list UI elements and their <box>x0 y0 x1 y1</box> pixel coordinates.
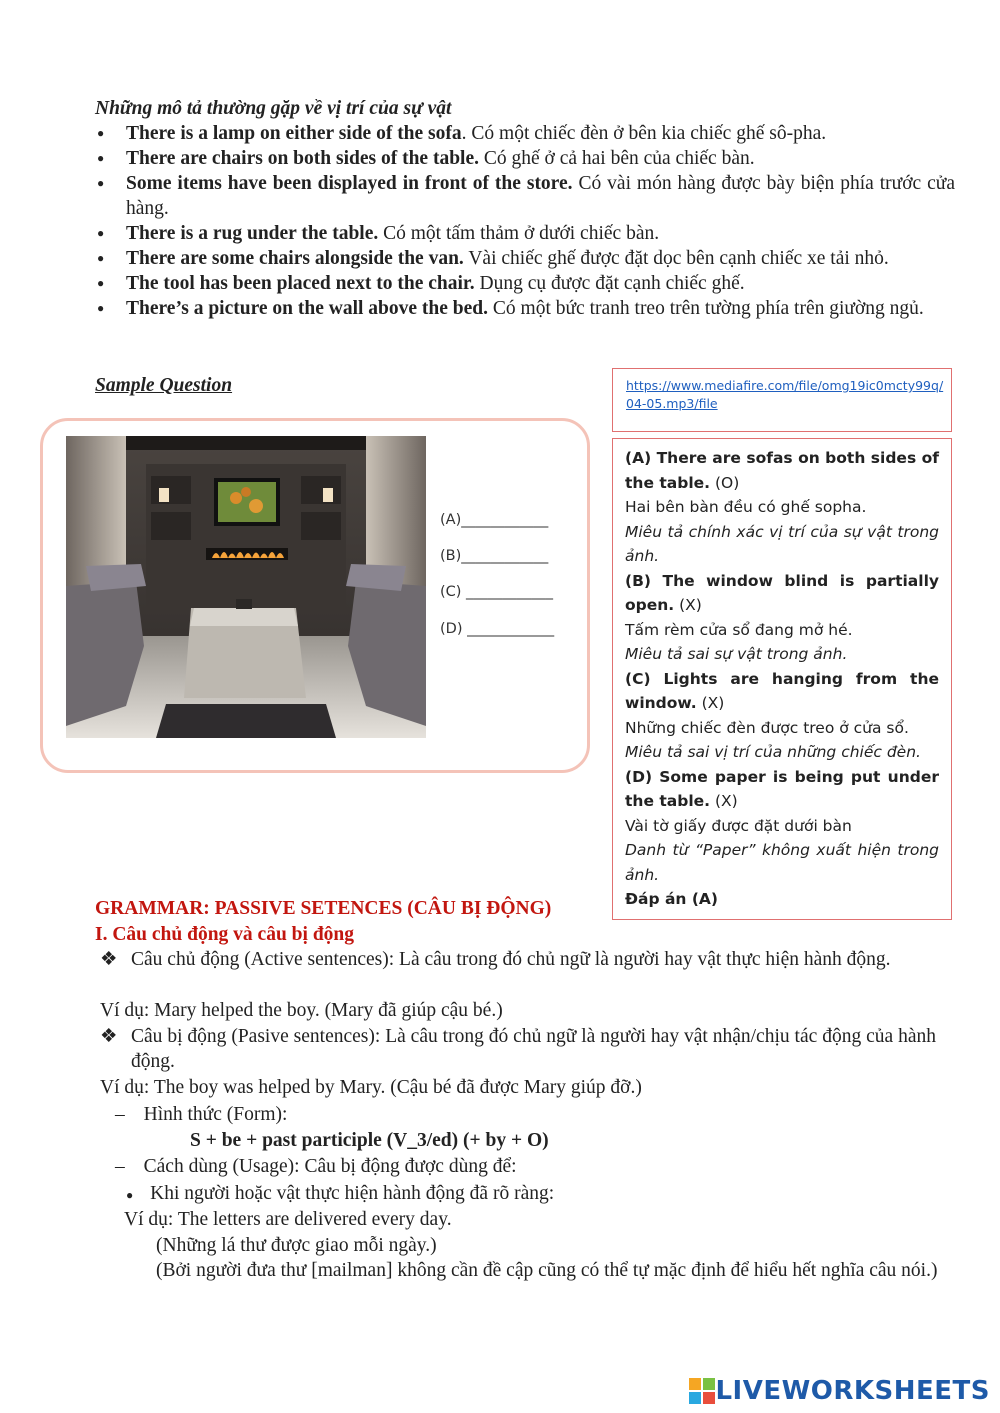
answer-a-title: (A) There are sofas on both sides of the table. <box>625 449 939 492</box>
english-phrase: There are some chairs alongside the van. <box>126 248 464 269</box>
vietnamese-translation: Có ghế ở cả hai bên của chiếc bàn. <box>478 148 755 169</box>
list-item <box>95 271 955 296</box>
option-b-blank[interactable]: (B)____________ <box>440 548 549 564</box>
usage-example-note: (Bởi người đưa thư [mailman] không cần đề cập cũng có thể tự mặc định để hiểu hết nghĩa câu nói.) <box>156 1260 938 1281</box>
living-room-photo <box>66 436 426 738</box>
dash-bullet: – <box>115 1104 125 1125</box>
logo-text: LIVEWORKSHEETS <box>715 1376 990 1406</box>
intro-heading: Những mô tả thường gặp về vị trí của sự vật <box>95 98 452 119</box>
dash-bullet: – <box>115 1156 125 1177</box>
list-item <box>95 146 955 171</box>
audio-link-box <box>612 368 952 432</box>
passive-formula: S + be + past participle (V_3/ed) (+ by + O) <box>190 1130 549 1151</box>
vietnamese-translation: Vài chiếc ghế được đặt dọc bên cạnh chiếc xe tải nhỏ. <box>463 248 889 269</box>
position-descriptions-list <box>95 121 955 321</box>
grammar-title: GRAMMAR: PASSIVE SETENCES (CÂU BỊ ĐỘNG) <box>95 898 552 919</box>
answer-d-title: (D) Some paper is being put under the table. <box>625 767 939 810</box>
answer-b-title: (B) The window blind is partially open. <box>625 571 939 614</box>
logo-mark-icon <box>689 1378 715 1404</box>
answer-c-mark: (X) <box>696 694 725 712</box>
passive-definition: ❖ Câu bị động (Pasive sentences): Là câu trong đó chủ ngữ là người hay vật nhận/chịu tác động của hành động. <box>100 1026 936 1072</box>
option-c-blank[interactable]: (C) ____________ <box>440 584 554 600</box>
answer-b-mark: (X) <box>674 596 702 614</box>
vietnamese-translation: . Có một chiếc đèn ở bên kia chiếc ghế sô-pha. <box>461 123 827 144</box>
passive-example: Ví dụ: The boy was helped by Mary. (Cậu bé đã được Mary giúp đỡ.) <box>100 1077 642 1098</box>
usage-text: Khi người hoặc vật thực hiện hành động đã rõ ràng: <box>150 1183 555 1204</box>
answer-a-mark: (O) <box>710 473 740 492</box>
answer-d-mark: (X) <box>710 792 738 810</box>
english-phrase: The tool has been placed next to the chair. <box>126 273 475 294</box>
list-item <box>95 221 955 246</box>
bullet-dot: ● <box>126 1188 134 1202</box>
vietnamese-translation: Dụng cụ được đặt cạnh chiếc ghế. <box>474 273 745 294</box>
option-d-blank[interactable]: (D) ____________ <box>440 621 555 637</box>
english-phrase: Some items have been displayed in front of the store. <box>126 173 573 194</box>
answer-d-vi: Vài tờ giấy được đặt dưới bàn <box>625 816 852 835</box>
answer-explanation-box <box>612 438 952 920</box>
sample-question-label: Sample Question <box>95 375 233 396</box>
answer-b <box>625 569 939 618</box>
english-phrase: There is a lamp on either side of the sofa <box>126 123 462 144</box>
active-example: Ví dụ: Mary helped the boy. (Mary đã giúp cậu bé.) <box>100 1000 503 1021</box>
answer-a-vi: Hai bên bàn đều có ghế sopha. <box>625 498 867 516</box>
english-phrase: There’s a picture on the wall above the bed. <box>126 298 489 319</box>
answer-c-title: (C) Lights are hanging from the window. <box>625 669 939 712</box>
english-phrase: There are chairs on both sides of the table. <box>126 148 479 169</box>
form-item <box>115 1102 287 1127</box>
answer-a-note: Miêu tả chính xác vị trí của sự vật trong ảnh. <box>625 522 939 565</box>
vietnamese-translation: Có vài món hàng được bày biện phía trước cửa hàng. <box>126 173 955 219</box>
liveworksheets-logo <box>689 1376 990 1406</box>
option-a-blank[interactable]: (A)____________ <box>440 512 549 528</box>
list-item <box>95 296 955 321</box>
answer-d-note: Danh từ “Paper” không xuất hiện trong ảnh. <box>625 841 939 884</box>
answer-b-vi: Tấm rèm cửa sổ đang mở hé. <box>625 620 853 639</box>
answer-b-note: Miêu tả sai sự vật trong ảnh. <box>625 645 848 663</box>
answer-c <box>625 667 939 716</box>
list-item <box>95 171 955 221</box>
answer-c-vi: Những chiếc đèn được treo ở cửa sổ. <box>625 718 909 737</box>
vietnamese-translation: Có một tấm thảm ở dưới chiếc bàn. <box>378 223 660 244</box>
answer-key: Đáp án (A) <box>625 890 718 908</box>
section-heading: I. Câu chủ động và câu bị động <box>95 924 355 945</box>
usage-item <box>115 1154 517 1179</box>
diamond-bullet-icon: ❖ <box>100 1026 118 1047</box>
usage-label: Cách dùng (Usage): Câu bị động được dùng để: <box>143 1156 517 1177</box>
answer-d <box>625 765 939 814</box>
list-item <box>95 246 955 271</box>
answer-a <box>625 446 939 495</box>
list-item <box>95 121 955 146</box>
diamond-bullet-icon: ❖ <box>100 949 118 970</box>
form-label: Hình thức (Form): <box>143 1104 288 1125</box>
usage-bullet <box>126 1181 554 1208</box>
usage-example: Ví dụ: The letters are delivered every day. <box>124 1209 452 1230</box>
usage-example-vi: (Những lá thư được giao mỗi ngày.) <box>156 1235 437 1256</box>
audio-link[interactable]: https://www.mediafire.com/file/omg19ic0mcty99q/04-05.mp3/file <box>626 378 944 411</box>
english-phrase: There is a rug under the table. <box>126 223 379 244</box>
answer-c-note: Miêu tả sai vị trí của những chiếc đèn. <box>625 743 921 761</box>
active-definition: ❖ Câu chủ động (Active sentences): Là câu trong đó chủ ngữ là người hay vật thực hiện hành động. <box>100 949 891 970</box>
vietnamese-translation: Có một bức tranh treo trên tường phía trên giường ngủ. <box>488 298 924 319</box>
